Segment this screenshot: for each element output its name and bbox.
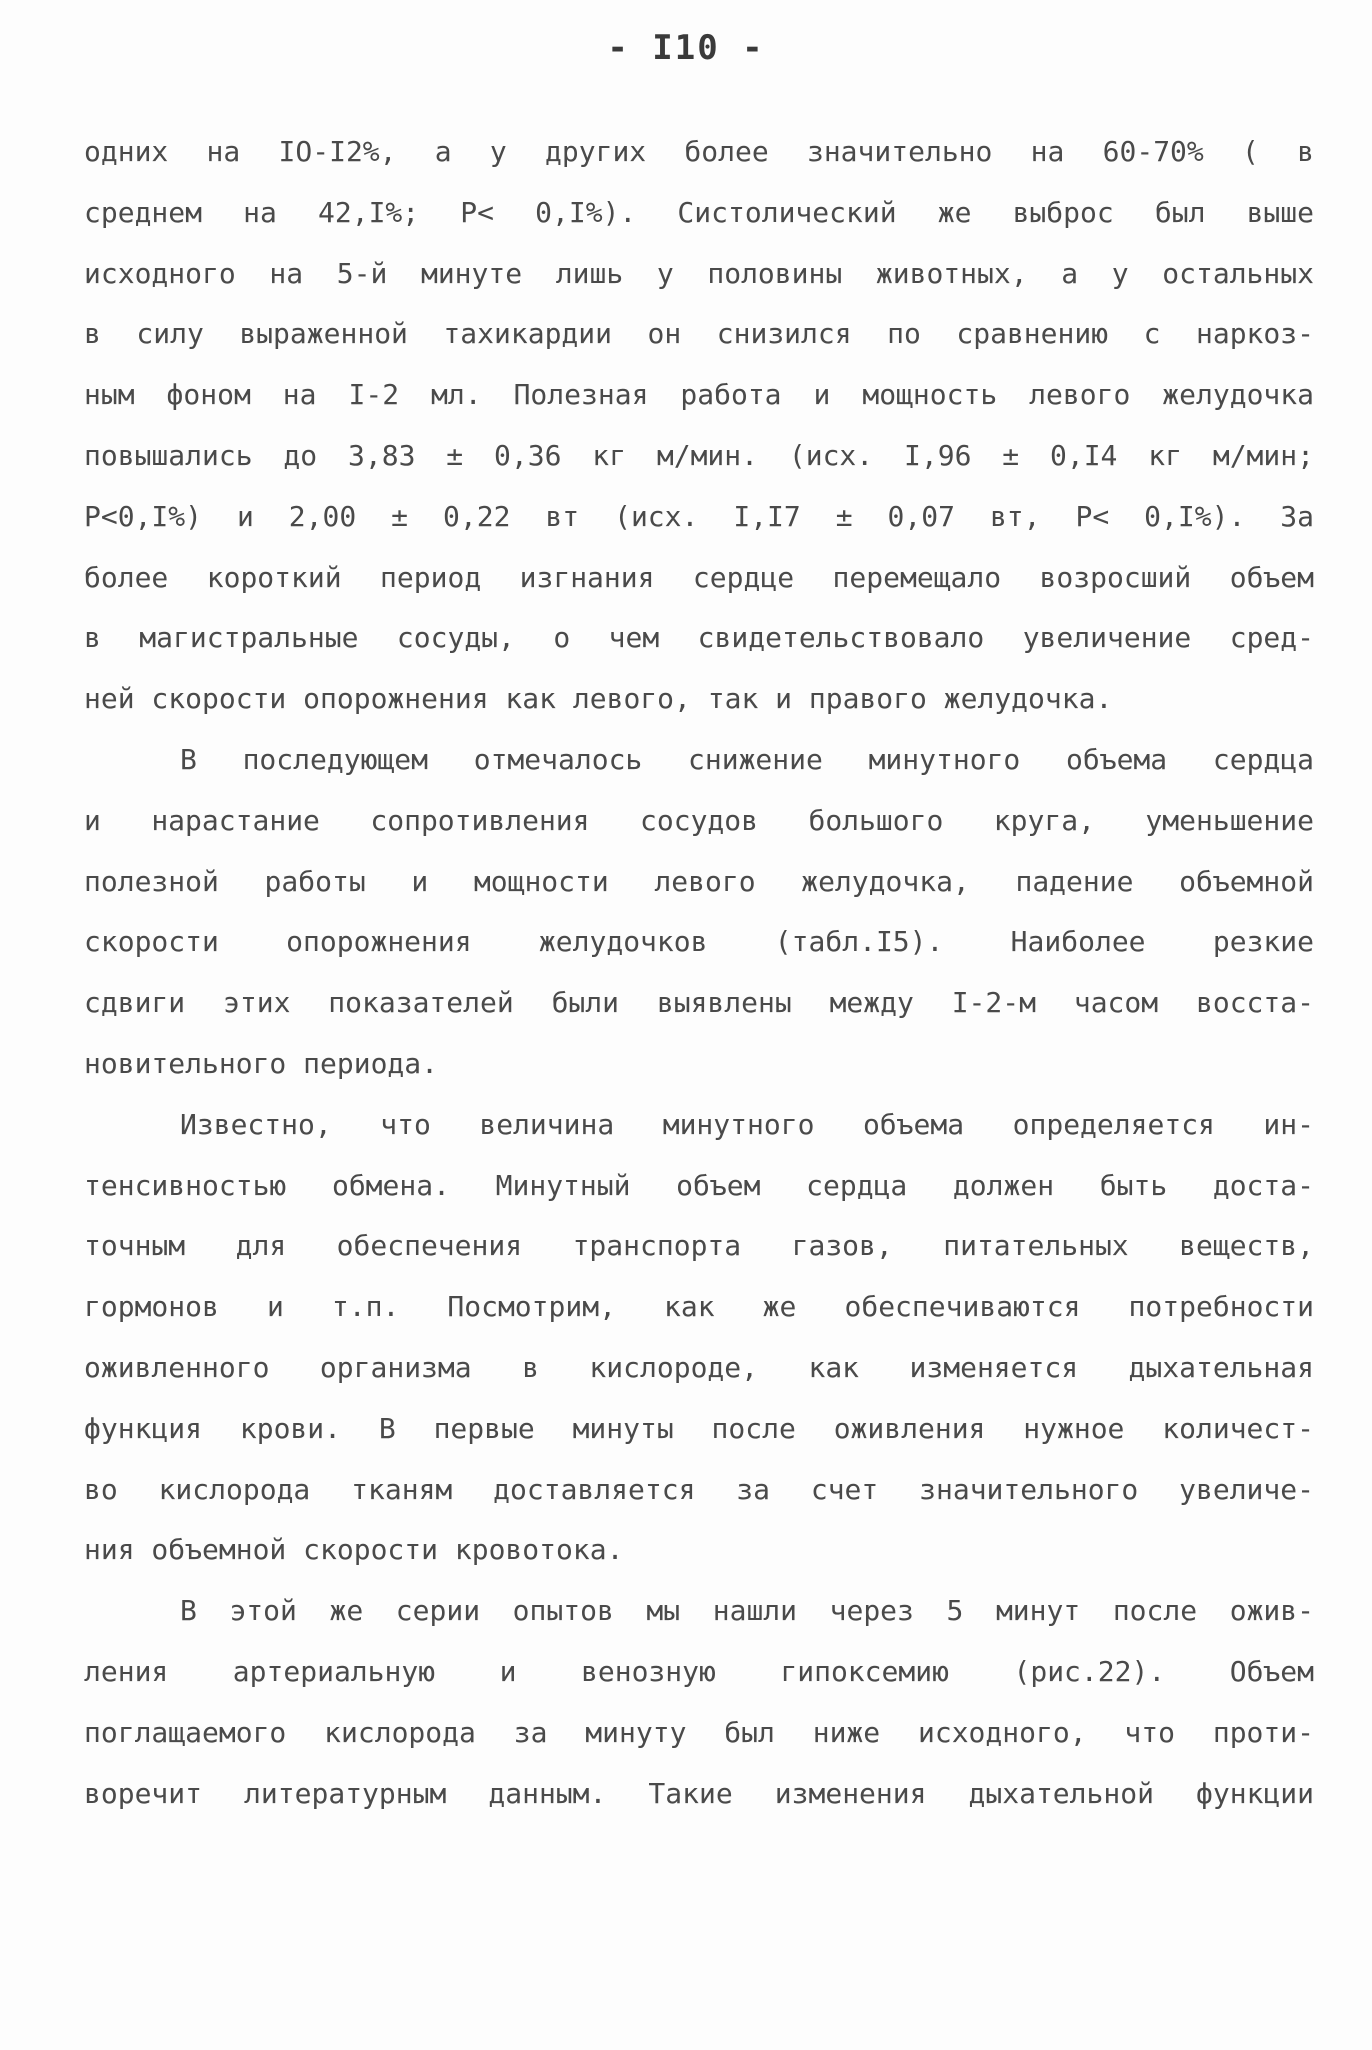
body-text [84,122,1314,1824]
text-line: ния объемной скорости кровотока. [84,1533,624,1567]
text-line: среднем на 42,I%; P< 0,I%). Систолический же выброс был выше [84,195,1314,229]
text-line: В этой же серии опытов мы нашли через 5 минут после ожив- [180,1594,1314,1628]
text-line: в силу выраженной тахикардии он снизился по сравнению с наркоз- [84,317,1314,351]
text-line: поглащаемого кислорода за минуту был ниже исходного, что проти- [84,1715,1314,1749]
text-line: ным фоном на I-2 мл. Полезная работа и мощность левого желудочка [84,378,1314,412]
text-line: точным для обеспечения транспорта газов, питательных веществ, [84,1229,1314,1263]
text-line: оживленного организма в кислороде, как изменяется дыхательная [84,1350,1314,1384]
text-line: более короткий период изгнания сердце перемещало возросший объем [84,560,1314,594]
text-line: полезной работы и мощности левого желудочка, падение объемной [84,864,1314,898]
paragraph [84,1095,1314,1581]
text-line: ней скорости опорожнения как левого, так и правого желудочка. [84,682,1113,716]
text-line: повышались до 3,83 ± 0,36 кг м/мин. (исх. I,96 ± 0,I4 кг м/мин; [84,438,1314,472]
text-line: во кислорода тканям доставляется за счет значительного увеличе- [84,1472,1314,1506]
text-line: в магистральные сосуды, о чем свидетельствовало увеличение сред- [84,621,1314,655]
paragraph [84,122,1314,730]
text-line: новительного периода. [84,1046,439,1080]
text-line: В последующем отмечалось снижение минутного объема сердца [180,742,1314,776]
text-line: P<0,I%) и 2,00 ± 0,22 вт (исх. I,I7 ± 0,07 вт, P< 0,I%). За [84,499,1314,533]
text-line: сдвиги этих показателей были выявлены между I-2-м часом восста- [84,986,1314,1020]
text-line: одних на IO-I2%, а у других более значительно на 60-70% ( в [84,135,1314,168]
text-line: ления артериальную и венозную гипоксемию (рис.22). Объем [84,1654,1314,1688]
page-number: - I10 - [607,28,765,68]
text-line: и нарастание сопротивления сосудов большого круга, уменьшение [84,803,1314,837]
text-line: гормонов и т.п. Посмотрим, как же обеспечиваются потребности [84,1290,1314,1324]
text-line: функция крови. В первые минуты после оживления нужное количест- [84,1411,1314,1445]
text-line: тенсивностью обмена. Минутный объем сердца должен быть доста- [84,1168,1314,1202]
text-line: исходного на 5-й минуте лишь у половины животных, а у остальных [84,256,1314,290]
paragraph [84,1581,1314,1824]
paragraph [84,730,1314,1095]
text-line: Известно, что величина минутного объема определяется ин- [180,1107,1314,1141]
text-line: воречит литературным данным. Такие изменения дыхательной функции [84,1776,1314,1810]
text-line: скорости опорожнения желудочков (табл.I5). Наиболее резкие [84,925,1314,959]
